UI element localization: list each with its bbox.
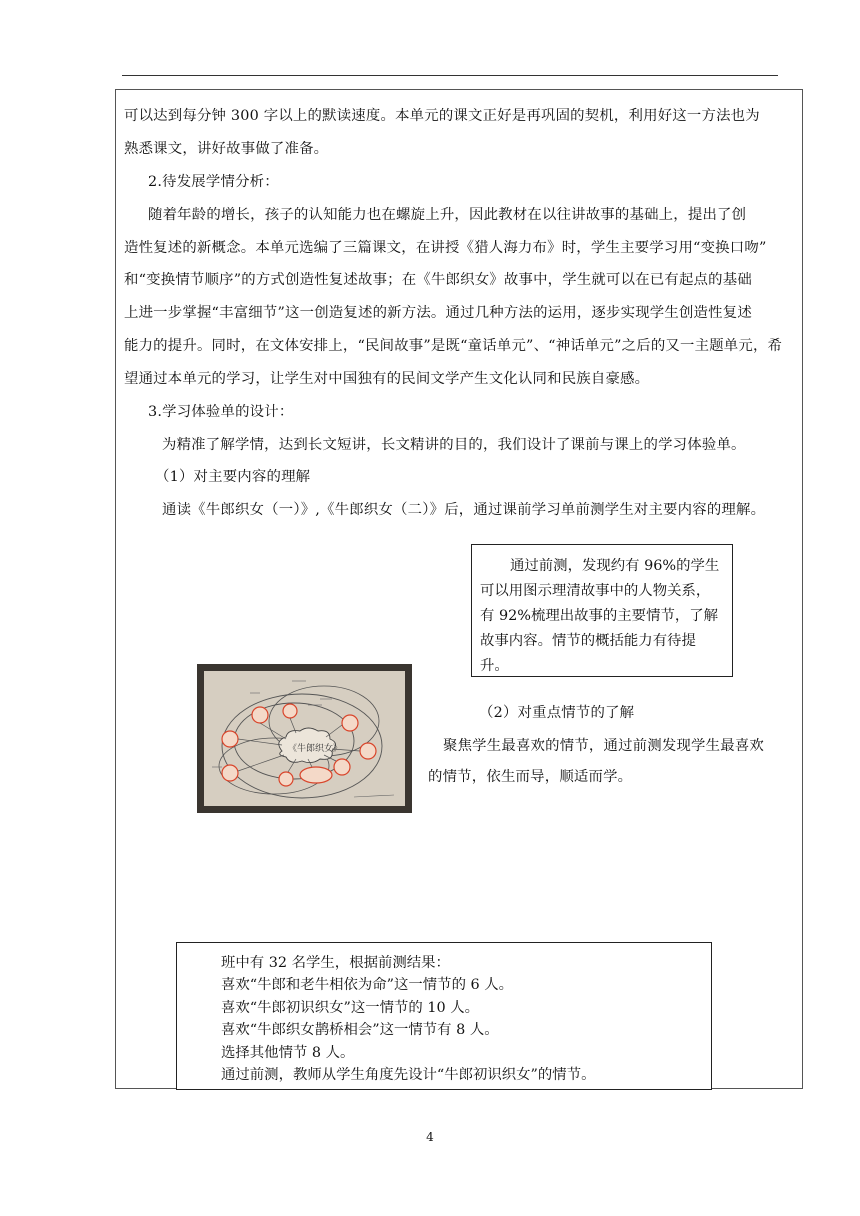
body-line-8: 能力的提升。同时，在文体安排上，“民间故事”是既“童话单元”、“神话单元”之后的又一主题单元，希 xyxy=(124,338,783,354)
findings-line-2: 可以用图示理清故事中的人物关系， xyxy=(480,583,711,599)
body-line-5: 造性复述的新概念。本单元选编了三篇课文，在讲授《猎人海力布》时，学生主要学习用“变换口吻” xyxy=(124,240,767,256)
findings-box xyxy=(471,544,733,677)
results-line-6: 通过前测，教师从学生角度先设计“牛郎初识织女”的情节。 xyxy=(221,1067,596,1083)
section-heading-2: 2.待发展学情分析： xyxy=(148,174,279,190)
results-line-5: 选择其他情节 8 人。 xyxy=(221,1045,355,1061)
body-line-4: 随着年龄的增长，孩子的认知能力也在螺旋上升，因此教材在以往讲故事的基础上，提出了创 xyxy=(148,207,747,223)
section2-line-2: 的情节，依生而导，顺适而学。 xyxy=(428,769,633,785)
subsection-heading-1: （1）对主要内容的理解 xyxy=(155,469,311,485)
mind-map-drawing xyxy=(204,671,405,806)
results-box xyxy=(176,942,712,1090)
results-line-1: 班中有 32 名学生，根据前测结果： xyxy=(221,955,450,971)
mind-map-photo xyxy=(197,664,412,813)
findings-line-1: 通过前测，发现约有 96%的学生 xyxy=(510,558,720,574)
results-line-2: 喜欢“牛郎和老牛相依为命”这一情节的 6 人。 xyxy=(221,977,514,993)
body-line-1: 可以达到每分钟 300 字以上的默读速度。本单元的课文正好是再巩固的契机，利用好这一方法也为 xyxy=(124,108,760,124)
findings-line-5: 升。 xyxy=(480,658,509,674)
body-line-9: 望通过本单元的学习，让学生对中国独有的民间文学产生文化认同和民族自豪感。 xyxy=(124,371,650,387)
body-line-7: 上进一步掌握“丰富细节”这一创造复述的新方法。通过几种方法的运用，逐步实现学生创造性复述 xyxy=(124,305,752,321)
page-number: 4 xyxy=(426,1130,434,1144)
header-rule xyxy=(122,75,778,76)
subsection-heading-2: （2）对重点情节的了解 xyxy=(479,705,635,721)
body-line-6: 和“变换情节顺序”的方式创造性复述故事；在《牛郎织女》故事中，学生就可以在已有起点的基础 xyxy=(124,272,752,288)
results-line-4: 喜欢“牛郎织女鹊桥相会”这一情节有 8 人。 xyxy=(221,1022,499,1038)
body-line-11: 为精准了解学情，达到长文短讲，长文精讲的目的，我们设计了课前与课上的学习体验单。 xyxy=(162,437,746,453)
body-line-2: 熟悉课文，讲好故事做了准备。 xyxy=(124,141,329,157)
findings-line-3: 有 92%梳理出故事的主要情节，了解 xyxy=(480,608,719,624)
body-line-13: 通读《牛郎织女（一）》,《牛郎织女（二）》后，通过课前学习单前测学生对主要内容的理解。 xyxy=(162,502,766,518)
section-heading-3: 3.学习体验单的设计： xyxy=(148,404,294,420)
mind-map-center-label: 《牛郎织女》 xyxy=(288,744,343,754)
findings-line-4: 故事内容。情节的概括能力有待提 xyxy=(480,633,696,649)
section2-line-1: 聚焦学生最喜欢的情节，通过前测发现学生最喜欢 xyxy=(443,738,764,754)
results-line-3: 喜欢“牛郎初识织女”这一情节的 10 人。 xyxy=(221,1000,480,1016)
